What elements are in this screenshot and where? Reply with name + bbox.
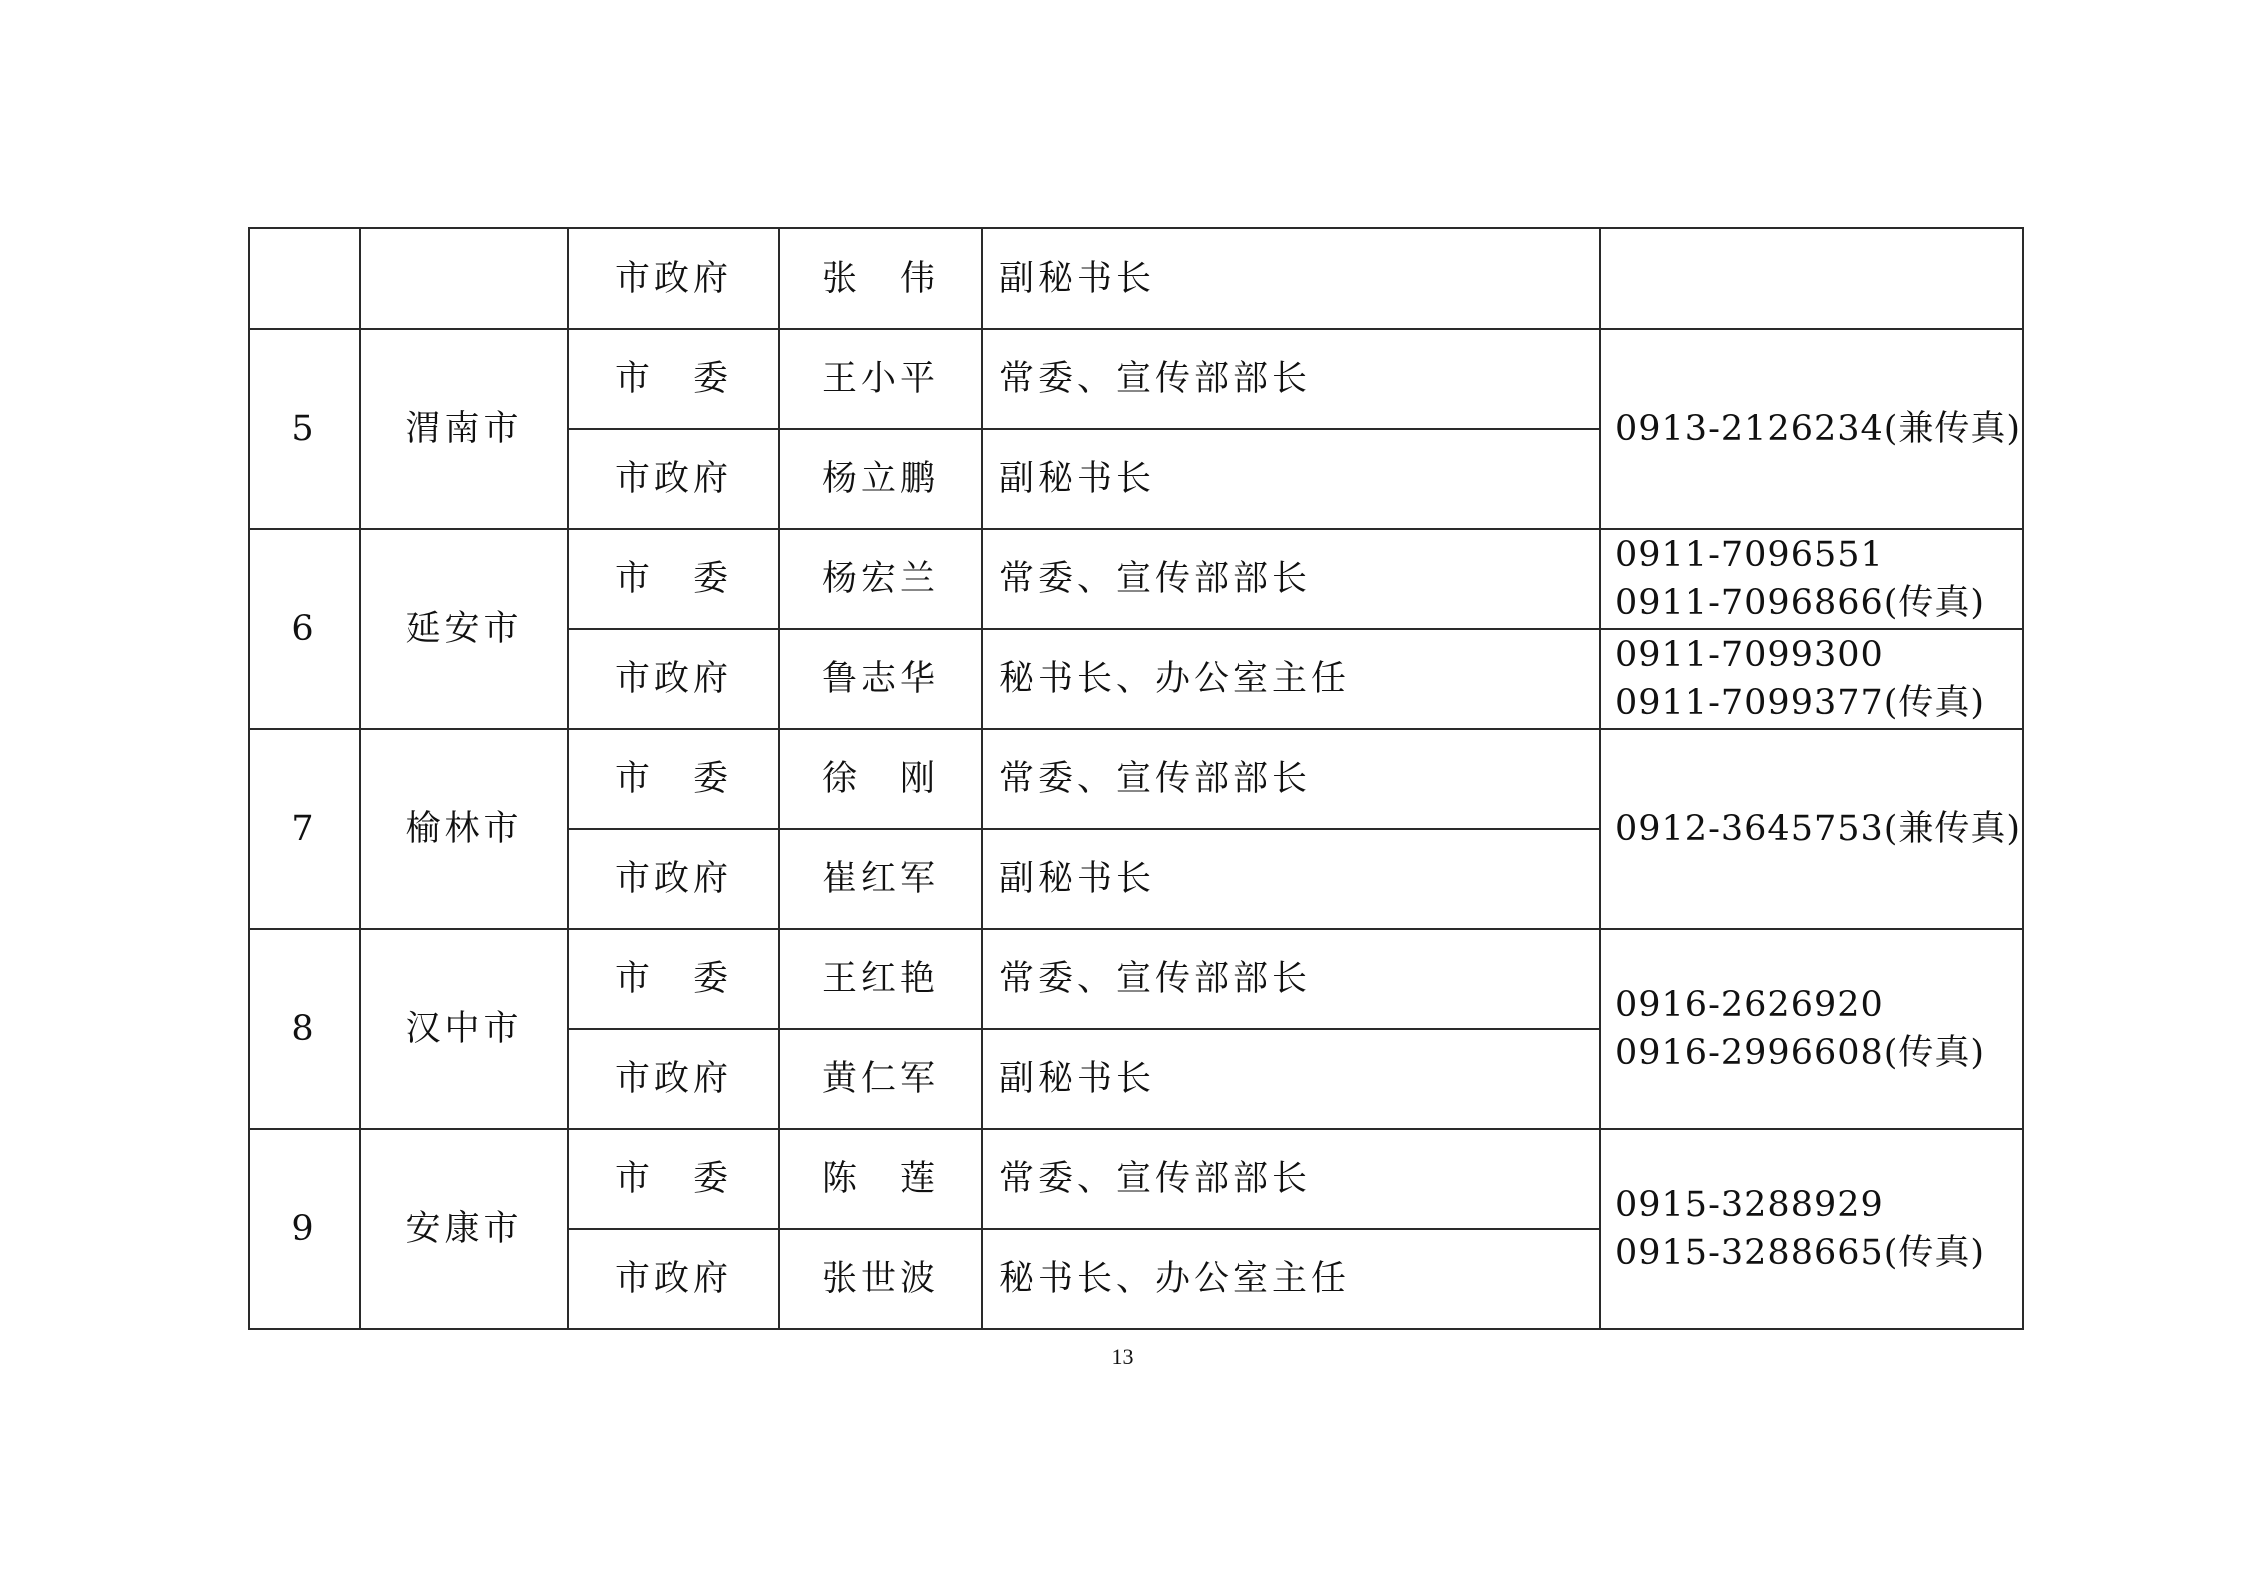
table-row bbox=[249, 529, 2023, 629]
phone-cell bbox=[1600, 729, 2023, 929]
organization-cell: 市 委 bbox=[568, 1129, 779, 1229]
contact-name-cell: 徐 刚 bbox=[779, 729, 982, 829]
position-cell: 常委、宣传部部长 bbox=[982, 729, 1600, 829]
phone-number: 0912-3645753(兼传真) bbox=[1615, 809, 2022, 849]
city-cell: 安康市 bbox=[360, 1129, 568, 1329]
phone-cell bbox=[1600, 529, 2023, 629]
table-row bbox=[249, 729, 2023, 829]
contact-name-cell: 王红艳 bbox=[779, 929, 982, 1029]
organization-cell: 市政府 bbox=[568, 1229, 779, 1329]
position-cell: 副秘书长 bbox=[982, 228, 1600, 329]
seq-number-cell: 9 bbox=[249, 1129, 360, 1329]
table-row bbox=[249, 228, 2023, 329]
position-cell: 常委、宣传部部长 bbox=[982, 329, 1600, 429]
phone-cell bbox=[1600, 1129, 2023, 1329]
city-cell: 汉中市 bbox=[360, 929, 568, 1129]
phone-number: 0916-2626920 bbox=[1615, 985, 1884, 1025]
seq-number-cell: 6 bbox=[249, 529, 360, 729]
phone-number: 0913-2126234(兼传真) bbox=[1615, 409, 2022, 449]
position-cell: 秘书长、办公室主任 bbox=[982, 629, 1600, 729]
organization-cell: 市政府 bbox=[568, 629, 779, 729]
table-row bbox=[249, 329, 2023, 429]
phone-cell bbox=[1600, 929, 2023, 1129]
position-cell: 副秘书长 bbox=[982, 829, 1600, 929]
contact-name-cell: 张世波 bbox=[779, 1229, 982, 1329]
contact-name-cell: 黄仁军 bbox=[779, 1029, 982, 1129]
position-cell: 副秘书长 bbox=[982, 429, 1600, 529]
organization-cell: 市 委 bbox=[568, 329, 779, 429]
organization-cell: 市政府 bbox=[568, 829, 779, 929]
city-cell: 延安市 bbox=[360, 529, 568, 729]
phone-cell bbox=[1600, 228, 2023, 329]
organization-cell: 市政府 bbox=[568, 429, 779, 529]
contact-name-cell: 王小平 bbox=[779, 329, 982, 429]
seq-number-cell: 8 bbox=[249, 929, 360, 1129]
organization-cell: 市 委 bbox=[568, 529, 779, 629]
city-cell: 榆林市 bbox=[360, 729, 568, 929]
fax-number: 0911-7096866(传真) bbox=[1615, 583, 1986, 623]
position-cell: 常委、宣传部部长 bbox=[982, 929, 1600, 1029]
page-number: 13 bbox=[1111, 1344, 1134, 1369]
organization-cell: 市政府 bbox=[568, 1029, 779, 1129]
position-cell: 秘书长、办公室主任 bbox=[982, 1229, 1600, 1329]
fax-number: 0915-3288665(传真) bbox=[1615, 1233, 1986, 1273]
contact-name-cell: 崔红军 bbox=[779, 829, 982, 929]
contact-name-cell: 杨宏兰 bbox=[779, 529, 982, 629]
fax-number: 0911-7099377(传真) bbox=[1615, 683, 1986, 723]
phone-number: 0911-7099300 bbox=[1615, 635, 1884, 675]
table-row bbox=[249, 929, 2023, 1029]
position-cell: 常委、宣传部部长 bbox=[982, 1129, 1600, 1229]
contact-name-cell: 张 伟 bbox=[779, 228, 982, 329]
seq-number-cell: 7 bbox=[249, 729, 360, 929]
organization-cell: 市 委 bbox=[568, 929, 779, 1029]
city-cell bbox=[360, 228, 568, 329]
contacts-table bbox=[248, 227, 2024, 1330]
contact-name-cell: 鲁志华 bbox=[779, 629, 982, 729]
contact-name-cell: 陈 莲 bbox=[779, 1129, 982, 1229]
phone-number: 0915-3288929 bbox=[1615, 1185, 1884, 1225]
organization-cell: 市政府 bbox=[568, 228, 779, 329]
table-row bbox=[249, 1129, 2023, 1229]
fax-number: 0916-2996608(传真) bbox=[1615, 1033, 1986, 1073]
seq-number-cell bbox=[249, 228, 360, 329]
contact-name-cell: 杨立鹏 bbox=[779, 429, 982, 529]
seq-number-cell: 5 bbox=[249, 329, 360, 529]
position-cell: 副秘书长 bbox=[982, 1029, 1600, 1129]
organization-cell: 市 委 bbox=[568, 729, 779, 829]
city-cell: 渭南市 bbox=[360, 329, 568, 529]
phone-cell bbox=[1600, 329, 2023, 529]
phone-cell bbox=[1600, 629, 2023, 729]
phone-number: 0911-7096551 bbox=[1615, 535, 1884, 575]
position-cell: 常委、宣传部部长 bbox=[982, 529, 1600, 629]
